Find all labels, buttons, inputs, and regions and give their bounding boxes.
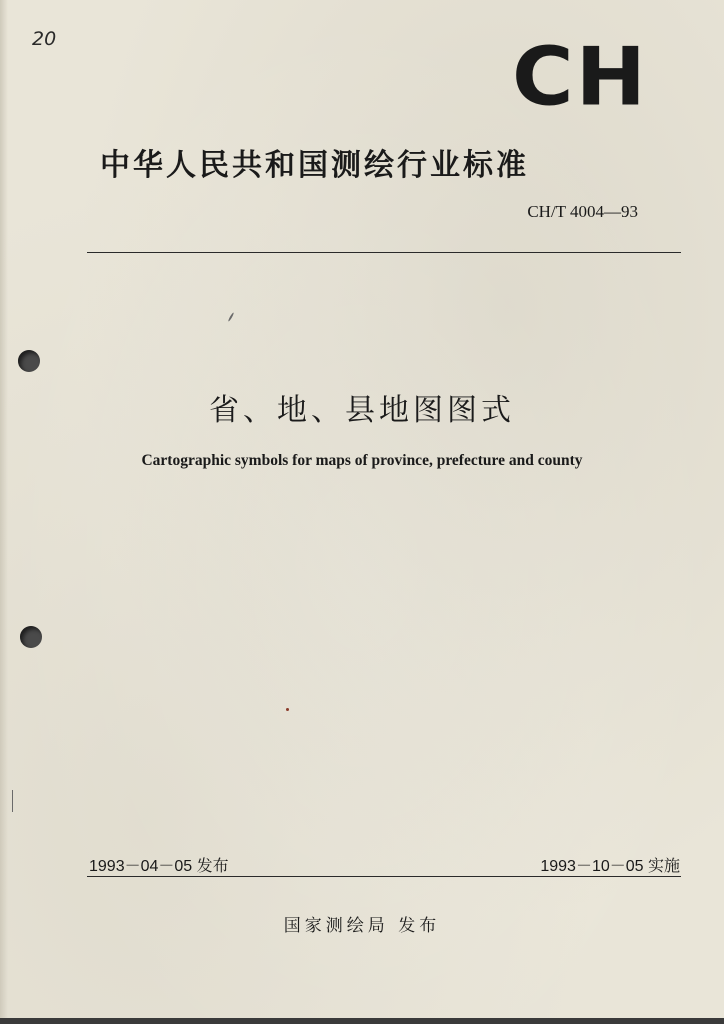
- punch-hole-top: [18, 350, 40, 372]
- page-left-edge: [0, 0, 8, 1024]
- handwritten-page-number: 20: [32, 28, 57, 50]
- ch-logo: CH: [512, 30, 648, 124]
- paper-mark: [12, 790, 13, 812]
- document-title-chinese: 省、地、县地图图式: [209, 393, 515, 428]
- document-title-english: Cartographic symbols for maps of province, prefecture and county: [141, 452, 583, 469]
- standard-code: CH/T 4004—93: [527, 202, 638, 221]
- paper-speck: [286, 708, 289, 711]
- page-bottom-edge: [0, 1018, 724, 1024]
- paper-mark: [228, 312, 235, 322]
- effective-date: 1993－10－05 实施: [540, 858, 680, 875]
- publisher: 国家测绘局 发布: [283, 916, 441, 936]
- standard-category-title: 中华人民共和国测绘行业标准: [100, 148, 529, 183]
- punch-hole-bottom: [20, 626, 42, 648]
- header-divider: [87, 252, 681, 253]
- footer-divider: [87, 876, 681, 877]
- issue-date: 1993－04－05 发布: [89, 858, 229, 875]
